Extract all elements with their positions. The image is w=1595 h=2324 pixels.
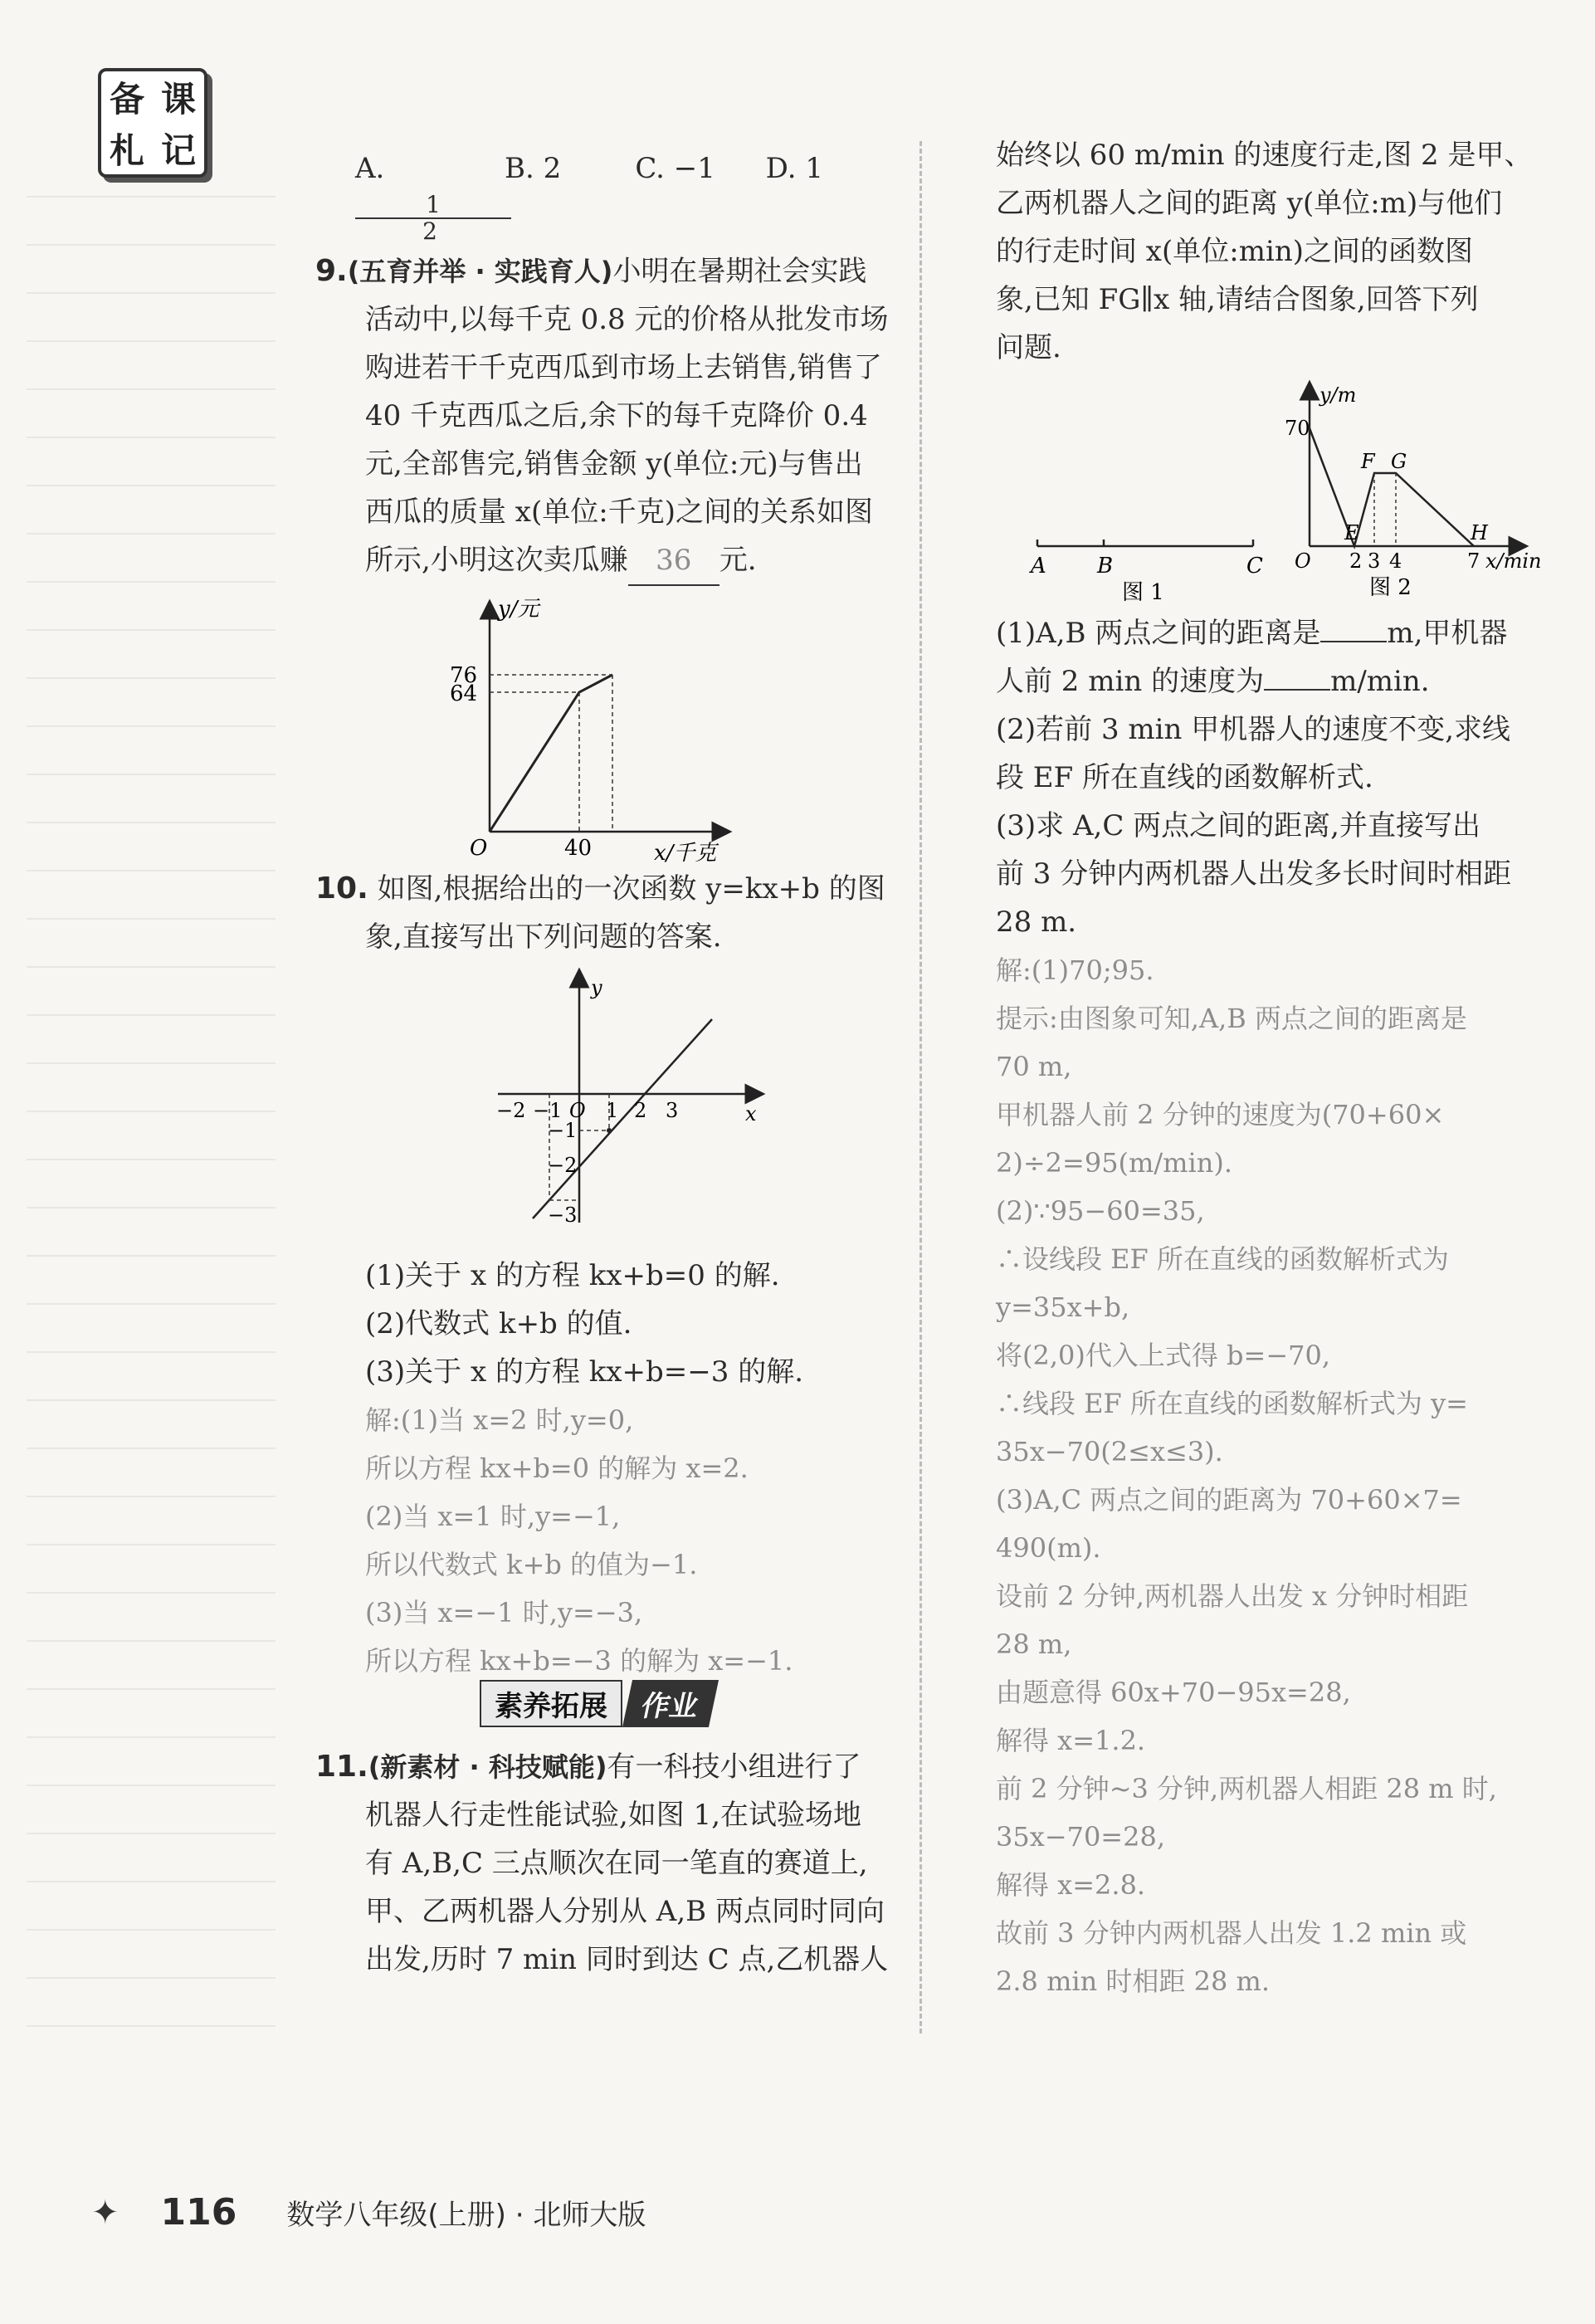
question-text: 乙两机器人之间的距离 y(单位:m)与他们 xyxy=(996,187,1503,220)
question-text: 购进若干千克西瓜到市场上去销售,销售了 xyxy=(365,351,882,384)
answer-line: 提示:由图象可知,A,B 两点之间的距离是 xyxy=(996,1003,1467,1034)
q10-graph xyxy=(481,969,780,1243)
question-text: 出发,历时 7 min 同时到达 C 点,乙机器人 xyxy=(365,1943,889,1976)
answer-blank xyxy=(1264,689,1330,691)
choice-a: A. $\frac{1}{2}$ xyxy=(355,144,505,244)
choice-d: D. 1 xyxy=(765,152,823,185)
answer-line: 2)÷2=95(m/min). xyxy=(996,1147,1232,1179)
sub-question: 28 m. xyxy=(996,906,1077,939)
tick: −1 xyxy=(548,1119,578,1142)
q11-figures xyxy=(996,380,1544,604)
tick: 7 xyxy=(1467,549,1480,573)
sub-question: 人前 2 min 的速度为 xyxy=(996,665,1265,698)
tick: 3 xyxy=(666,1099,679,1122)
tick-64: 64 xyxy=(450,681,478,706)
sub-question: (2)代数式 k+b 的值. xyxy=(365,1307,632,1340)
answer-blank: 36 xyxy=(628,536,719,586)
q8-choices xyxy=(355,144,896,244)
section-banner xyxy=(480,1680,714,1726)
logo-char: 札 xyxy=(109,130,144,171)
x-label: x/min xyxy=(1485,549,1542,573)
x-label: x/千克 xyxy=(654,841,717,866)
point-a: A xyxy=(1031,554,1046,579)
question-text: 象,直接写出下列问题的答案. xyxy=(365,920,722,954)
answer-line: ∴设线段 EF 所在直线的函数解析式为 xyxy=(996,1243,1449,1275)
tick: 2 xyxy=(1349,549,1363,573)
answer-line: 35x−70=28, xyxy=(996,1821,1165,1853)
origin-label: O xyxy=(569,1099,586,1122)
point-g: G xyxy=(1391,450,1407,473)
answer-line: 甲机器人前 2 分钟的速度为(70+60× xyxy=(996,1099,1445,1130)
sub-question: (3)求 A,C 两点之间的距离,并直接写出 xyxy=(996,809,1480,842)
y-label: y/元 xyxy=(498,597,539,622)
sub-question: (3)关于 x 的方程 kx+b=−3 的解. xyxy=(365,1355,804,1389)
answer-line: 将(2,0)代入上式得 b=−70, xyxy=(996,1340,1331,1371)
choice-c: C. −1 xyxy=(635,152,715,185)
question-text: 西瓜的质量 x(单位:千克)之间的关系如图 xyxy=(365,496,873,529)
page-number: 116 xyxy=(160,2191,237,2234)
answer-line: 设前 2 分钟,两机器人出发 x 分钟时相距 xyxy=(996,1580,1469,1612)
tick: −1 xyxy=(533,1099,563,1122)
tick: −2 xyxy=(496,1099,526,1122)
question-number: 10. xyxy=(315,872,368,906)
answer-line: (3)当 x=−1 时,y=−3, xyxy=(365,1597,643,1628)
answer-line: 解得 x=2.8. xyxy=(996,1869,1146,1901)
question-text: 所示,小明这次卖瓜赚 xyxy=(365,544,628,577)
lesson-notes-logo xyxy=(98,68,207,178)
answer-line: 70 m, xyxy=(996,1051,1072,1082)
sub-question: m/min. xyxy=(1330,665,1430,698)
answer-line: 35x−70(2≤x≤3). xyxy=(996,1436,1223,1467)
answer-line: 所以方程 kx+b=0 的解为 x=2. xyxy=(365,1452,749,1484)
figure-1 xyxy=(1012,513,1261,604)
left-column xyxy=(315,141,896,1685)
question-10 xyxy=(315,865,896,1685)
question-text: 甲、乙两机器人分别从 A,B 两点同时同向 xyxy=(365,1895,885,1928)
answer-line: 解得 x=1.2. xyxy=(996,1725,1146,1756)
sub-question: (1)关于 x 的方程 kx+b=0 的解. xyxy=(365,1259,780,1292)
answer-line: (2)当 x=1 时,y=−1, xyxy=(365,1501,621,1532)
question-11-left xyxy=(315,1743,896,1984)
sales-line xyxy=(490,675,612,832)
logo-char: 记 xyxy=(160,130,196,171)
page-footer xyxy=(91,2191,646,2234)
question-tag: (五育并举 · 实践育人) xyxy=(347,256,613,287)
answer-line: 所以方程 kx+b=−3 的解为 x=−1. xyxy=(365,1645,793,1677)
answer-line: (2)∵95−60=35, xyxy=(996,1195,1205,1227)
tick-40: 40 xyxy=(564,836,593,861)
banner-title: 素养拓展 xyxy=(480,1680,622,1727)
column-divider xyxy=(919,141,922,2034)
answer-line: ∴线段 EF 所在直线的函数解析式为 y= xyxy=(996,1388,1468,1419)
tick-76: 76 xyxy=(450,663,478,688)
question-text: 40 千克西瓜之后,余下的每千克降价 0.4 xyxy=(365,399,868,432)
sparkle-icon: ✦ xyxy=(91,2193,120,2232)
question-text: 元. xyxy=(719,544,757,577)
y-label: y xyxy=(591,976,602,999)
point-e: E xyxy=(1344,521,1359,544)
answer-line: 490(m). xyxy=(996,1532,1101,1564)
answer-line: 前 2 分钟~3 分钟,两机器人相距 28 m 时, xyxy=(996,1773,1497,1804)
choice-b: B. 2 xyxy=(505,152,562,185)
question-text: 机器人行走性能试验,如图 1,在试验场地 xyxy=(365,1799,862,1832)
sub-question: 段 EF 所在直线的函数解析式. xyxy=(996,761,1373,794)
sub-question: 前 3 分钟内两机器人出发多长时间时相距 xyxy=(996,857,1512,891)
question-text: 问题. xyxy=(996,331,1061,364)
question-tag: (新素材 · 科技赋能) xyxy=(368,1751,607,1783)
answer-line: 解:(1)70;95. xyxy=(996,954,1154,986)
banner-tag: 作业 xyxy=(622,1680,719,1727)
answer-line: 由题意得 60x+70−95x=28, xyxy=(996,1677,1351,1708)
answer-line: y=35x+b, xyxy=(996,1291,1130,1323)
origin-label: O xyxy=(470,836,488,861)
origin-label: O xyxy=(1295,549,1311,573)
question-text: 小明在暑期社会实践 xyxy=(612,255,867,288)
answer-line: 28 m, xyxy=(996,1628,1072,1660)
logo-char: 课 xyxy=(160,79,196,120)
question-text: 有 A,B,C 三点顺次在同一笔直的赛道上, xyxy=(365,1847,868,1880)
point-b: B xyxy=(1097,554,1114,579)
tick: 4 xyxy=(1389,549,1402,573)
question-text: 活动中,以每千克 0.8 元的价格从批发市场 xyxy=(365,303,889,336)
notes-margin xyxy=(27,149,276,2058)
distance-line xyxy=(1310,428,1474,546)
tick: 3 xyxy=(1368,549,1381,573)
tick-70: 70 xyxy=(1285,417,1310,440)
sub-question: (1)A,B 两点之间的距离是 xyxy=(996,617,1321,650)
answer-blank xyxy=(1320,641,1387,642)
point-f: F xyxy=(1361,450,1375,473)
tick: −3 xyxy=(548,1204,578,1227)
logo-char: 备 xyxy=(109,79,144,120)
sub-question: (2)若前 3 min 甲机器人的速度不变,求线 xyxy=(996,713,1511,746)
x-label: x xyxy=(745,1102,757,1125)
question-9 xyxy=(315,247,896,865)
q9-graph xyxy=(432,591,747,865)
question-text: 有一科技小组进行了 xyxy=(607,1750,861,1784)
tick: 2 xyxy=(634,1099,647,1122)
tick: 1 xyxy=(606,1099,619,1122)
book-title: 数学八年级(上册) · 北师大版 xyxy=(286,2199,646,2232)
right-column xyxy=(996,131,1544,2005)
answer-line: 2.8 min 时相距 28 m. xyxy=(996,1965,1271,1997)
answer-line: (3)A,C 两点之间的距离为 70+60×7= xyxy=(996,1484,1462,1516)
tick: −2 xyxy=(548,1154,578,1177)
question-text: 如图,根据给出的一次函数 y=kx+b 的图 xyxy=(377,872,885,906)
answer-line: 解:(1)当 x=2 时,y=0, xyxy=(365,1404,634,1436)
point-h: H xyxy=(1471,521,1488,544)
figure-2 xyxy=(1278,380,1542,604)
figure-caption: 图 2 xyxy=(1369,575,1412,600)
figure-caption: 图 1 xyxy=(1122,580,1164,605)
question-number: 11. xyxy=(315,1750,368,1784)
y-label: y/m xyxy=(1319,383,1357,407)
point-c: C xyxy=(1246,554,1263,579)
answer-line: 故前 3 分钟内两机器人出发 1.2 min 或 xyxy=(996,1917,1467,1949)
question-text: 象,已知 FG∥x 轴,请结合图象,回答下列 xyxy=(996,283,1479,316)
question-text: 始终以 60 m/min 的速度行走,图 2 是甲、 xyxy=(996,139,1533,172)
question-number: 9. xyxy=(315,254,348,288)
sub-question: m,甲机器 xyxy=(1387,617,1508,650)
question-text: 元,全部售完,销售金额 y(单位:元)与售出 xyxy=(365,447,863,481)
question-text: 的行走时间 x(单位:min)之间的函数图 xyxy=(996,235,1473,268)
answer-line: 所以代数式 k+b 的值为−1. xyxy=(365,1549,698,1580)
